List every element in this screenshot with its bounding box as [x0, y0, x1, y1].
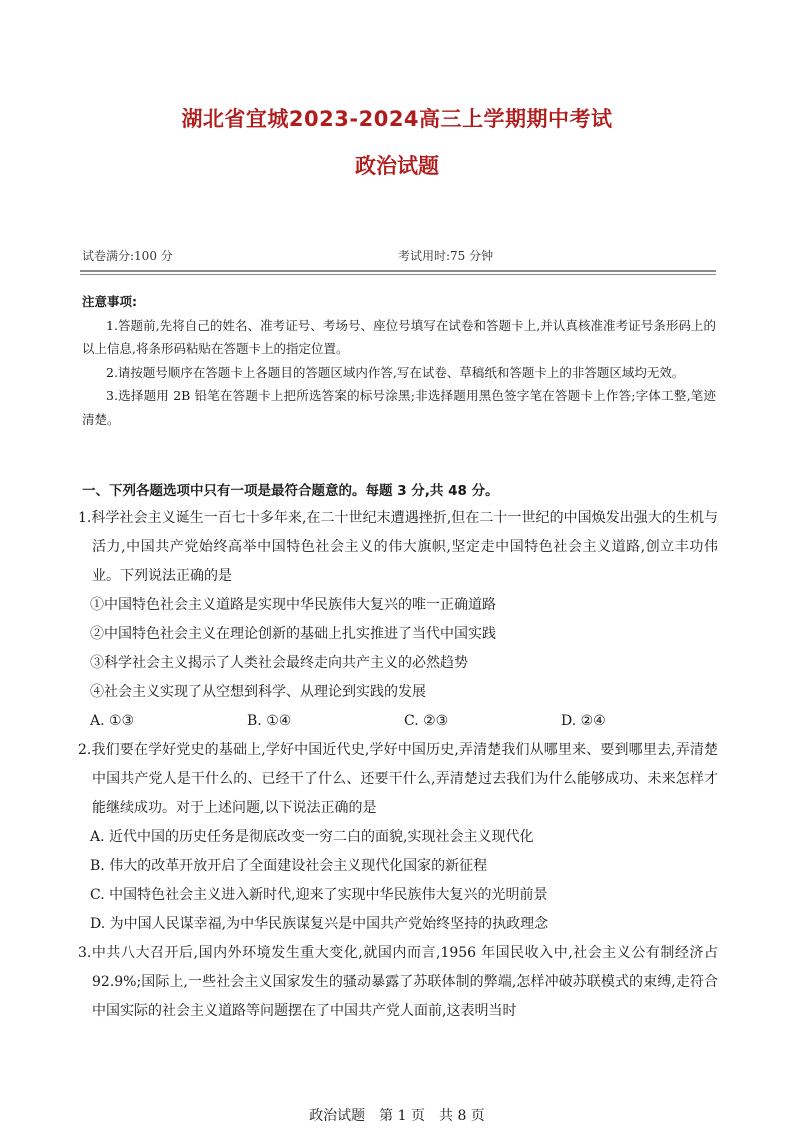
option-c: C. 中国特色社会主义进入新时代,迎来了实现中华民族伟大复兴的光明前景: [90, 887, 548, 903]
notice-item: 2.请按题号顺序在答题卡上各题目的答题区域内作答,写在试卷、草稿纸和答题卡上的非答题区域均无效。: [106, 364, 685, 380]
page-subtitle: 政治试题: [355, 154, 439, 178]
question-stem: 2.我们要在学好党史的基础上,学好中国近代史,学好中国历史,弄清楚我们从哪里来、要到哪里去,弄清楚中国共产党人是干什么的、已经干了什么、还要干什么,弄清楚过去我们为什么能够成功、未来怎样才能继续成功。对于上述问题,以下说法正确的是: [78, 742, 718, 816]
section-title: 一、下列各题选项中只有一项是最符合题意的。每题 3 分,共 48 分。: [82, 483, 499, 499]
statement: ②中国特色社会主义在理论创新的基础上扎实推进了当代中国实践: [90, 626, 496, 642]
notice-heading: 注意事项:: [82, 294, 137, 309]
option-b: B. 伟大的改革开放开启了全面建设社会主义现代化国家的新征程: [90, 858, 488, 874]
full-score-label: 试卷满分:100 分: [82, 249, 173, 263]
question-2: [78, 736, 718, 939]
notice-item: 3.选择题用 2B 铅笔在答题卡上把所选答案的标号涂黑;非选择题用黑色签字笔在答题卡上作答;字体工整,笔迹清楚。: [82, 388, 716, 427]
choice-a: A. ①③: [90, 713, 135, 729]
question-3: [78, 939, 718, 1026]
question-stem: 1.科学社会主义诞生一百七十多年来,在二十世纪末遭遇挫折,但在二十一世纪的中国焕发出强大的生机与活力,中国共产党始终高举中国特色社会主义的伟大旗帜,坚定走中国特色社会主义道路,创立丰功伟业。下列说法正确的是: [78, 510, 718, 584]
divider: [80, 270, 716, 272]
statement: ③科学社会主义揭示了人类社会最终走向共产主义的必然趋势: [90, 655, 468, 671]
choice-b: B. ①④: [247, 713, 292, 729]
question-list: [78, 504, 718, 1026]
statement: ④社会主义实现了从空想到科学、从理论到实践的发展: [90, 684, 426, 700]
notice-block: [82, 290, 716, 431]
answer-choices: [78, 707, 718, 736]
page-title: 湖北省宜城2023-2024高三上学期期中考试: [181, 107, 613, 131]
page-footer: 政治试题 第 1 页 共 8 页: [309, 1108, 485, 1124]
question-stem: 3.中共八大召开后,国内外环境发生重大变化,就国内而言,1956 年国民收入中,社会主义公有制经济占 92.9%;国际上,一些社会主义国家发生的骚动暴露了苏联体制的弊端,怎样冲破苏联模式的束缚,走符合中国实际的社会主义道路等问题摆在了中国共产党人面前,这表明当时: [78, 945, 718, 1019]
choice-d: D. ②④: [561, 713, 606, 729]
statement: ①中国特色社会主义道路是实现中华民族伟大复兴的唯一正确道路: [90, 597, 496, 613]
choice-c: C. ②③: [404, 713, 449, 729]
notice-item: 1.答题前,先将自己的姓名、准考证号、考场号、座位号填写在试卷和答题卡上,并认真核准准考证号条形码上的以上信息,将条形码粘贴在答题卡上的指定位置。: [82, 317, 716, 356]
divider-thin: [80, 274, 716, 275]
question-1: [78, 504, 718, 736]
option-d: D. 为中国人民谋幸福,为中华民族谋复兴是中国共产党始终坚持的执政理念: [90, 916, 549, 932]
option-a: A. 近代中国的历史任务是彻底改变一穷二白的面貌,实现社会主义现代化: [90, 829, 534, 845]
exam-time-label: 考试用时:75 分钟: [398, 249, 494, 263]
